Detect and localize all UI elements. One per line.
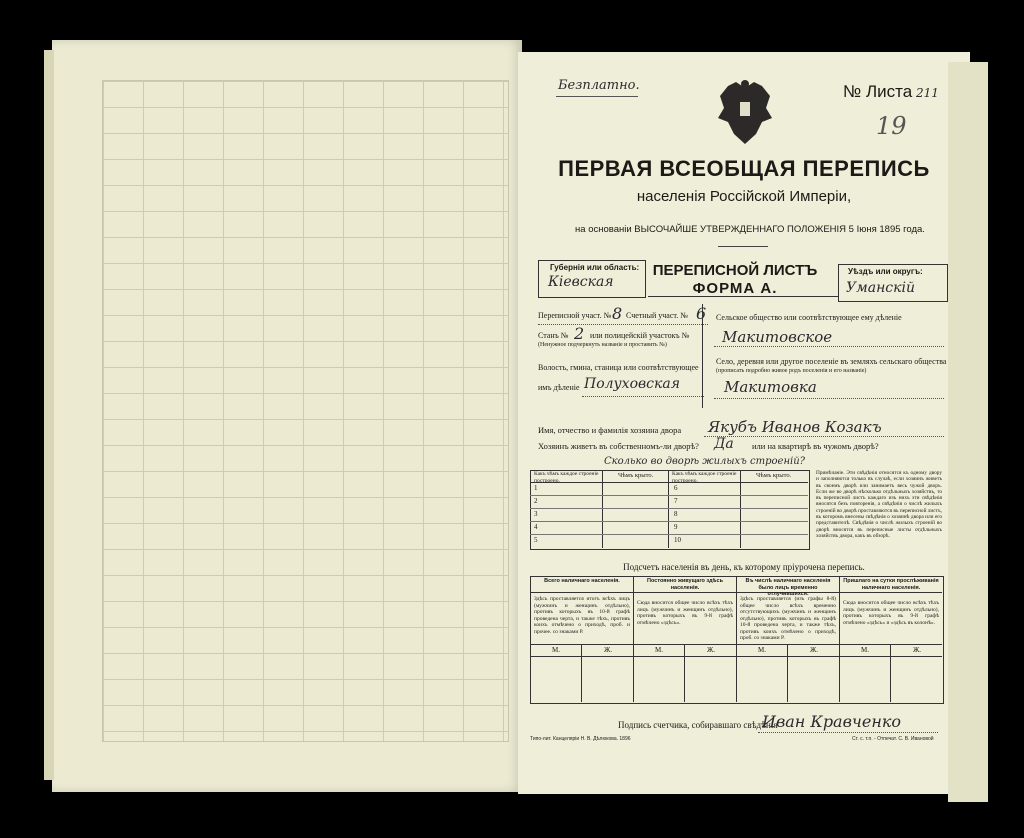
sheet-number-label: № Листа (843, 82, 913, 101)
signature-value: Иван Кравченко (762, 712, 902, 731)
handwritten-number: 19 (876, 112, 907, 140)
form-subtitle-a: ФОРМА А. (692, 280, 778, 297)
volost-value: Полуховская (584, 376, 680, 392)
building-row: 8 (674, 510, 678, 518)
police-label: или полицейскій участокъ № (590, 331, 690, 340)
free-label: Безплатно. (558, 78, 640, 93)
summary-heading: Подсчетъ населенія въ день, къ которому пріурочена перепись. (623, 562, 865, 572)
form-main-title: ПЕРВАЯ ВСЕОБЩАЯ ПЕРЕПИСЬ (558, 156, 930, 181)
summary-col-body: Сюда вносится общее число всѣхъ тѣхъ лицъ (мужчинъ и женщинъ отдѣльно), противъ которыхъ въ 9-й графѣ отмѣчено «здѣсь». (637, 600, 733, 626)
buildings-label: Сколько во дворѣ жилыхъ строеній? (604, 456, 806, 467)
note-text: Примѣчаніе. Эти свѣдѣнія относятся къ одному двору и заполняются только въ случаѣ, если хозяинъ живетъ въ своемъ дворѣ или занимаетъ весь чужой дворъ. Если же во дворѣ нѣсколько отдѣльныхъ хозяйствъ, то въ переписной листъ каждаго изъ нихъ эти свѣдѣнія вносятся безъ повторенія, а свѣдѣнія о числѣ жилыхъ строеній во дворѣ проставляются въ переписной листъ, въ которомъ внесены свѣдѣнія о хозяинѣ двора или его представителѣ. Свѣдѣнія о числѣ жилыхъ строеній во дворѣ вносятся въ переписные листы отдѣльныхъ хозяйствъ двора, какъ въ обзорѣ. (816, 470, 942, 539)
schetny-label: Счетный участ. № (626, 311, 688, 320)
obshchestvo-value: Макитовское (722, 328, 833, 346)
male-header: М. (861, 646, 869, 654)
female-header: Ж. (810, 646, 819, 654)
stan-label: Станъ № (538, 331, 569, 340)
left-page-grid (102, 80, 509, 742)
female-header: Ж. (604, 646, 613, 654)
selo-label: Село, деревня или другое поселеніе въ земляхъ сельскаго общества (716, 357, 947, 366)
left-page (52, 40, 522, 792)
building-row: 10 (674, 536, 681, 544)
building-row: 3 (534, 510, 538, 518)
stan-value: 2 (574, 324, 585, 343)
divider (718, 246, 768, 253)
form-subtitle: населенія Россійской Имперіи, (636, 188, 852, 205)
summary-col-title: Въ числѣ наличнаго населенія было лицъ временно отлучившихся. (745, 578, 831, 597)
census-form-page (518, 52, 970, 794)
sheet-number-value: 211 (916, 86, 939, 100)
owner-label: Имя, отчество и фамилія хозяина двора (538, 425, 682, 435)
selo-note: (прописать подробно живое родъ поселенія и его названіе) (716, 368, 867, 374)
buildings-col1-header-right: Какъ чѣмъ каждое строеніе построено. (672, 471, 737, 484)
building-row: 9 (674, 523, 678, 531)
buildings-col2-header-right: Чѣмъ крыто. (756, 472, 792, 479)
building-row: 2 (534, 497, 538, 505)
building-row: 6 (674, 484, 678, 492)
building-row: 1 (534, 484, 538, 492)
rent-label: или на квартирѣ въ чужомъ дворѣ? (752, 441, 879, 451)
page-edge (44, 50, 54, 780)
building-row: 4 (534, 523, 538, 531)
schetny-value: 6 (696, 304, 707, 323)
volost-label: Волость, гмина, станица или соотвѣтствующее (538, 363, 699, 372)
selo-value: Макитовка (724, 378, 817, 396)
uezd-label: Уѣздъ или округъ: (848, 267, 923, 276)
female-header: Ж. (707, 646, 716, 654)
building-row: 5 (534, 536, 538, 544)
owner-value: Якубъ Иванов Козакъ (708, 418, 882, 436)
signature-label: Подпись счетчика, собиравшаго свѣдѣнія (618, 720, 778, 730)
building-row: 7 (674, 497, 678, 505)
summary-col-body: Здѣсь проставляется (изъ графы 8-й) общее число всѣхъ временно отсутствующихъ (мужчинъ и женщинъ отдѣльно), противъ которыхъ въ графѣ 10-й проведена черта, и также тѣхъ, противъ коихъ отмѣчено о приходѣ, проб. со знаками Р. (740, 596, 836, 641)
male-header: М. (655, 646, 663, 654)
printer-left: Типо-лит. Канцеляріи Н. В. Дѣлюкова. 1896 (530, 736, 631, 742)
summary-col-title: Пришлаго на сутки прослѣживанія наличнаго населенія. (843, 578, 939, 591)
male-header: М. (758, 646, 766, 654)
stan-note: (Ненужное подчеркнуть названіе и проставить №) (538, 342, 667, 348)
buildings-col2-header: Чѣмъ крыто. (618, 472, 654, 479)
uezd-value: Уманскій (846, 280, 915, 296)
form-title: ПЕРЕПИСНОЙ ЛИСТЪ (652, 262, 818, 279)
double-headed-eagle-icon (714, 78, 776, 150)
perepis-uch-value: 8 (612, 304, 623, 323)
female-header: Ж. (913, 646, 922, 654)
summary-col-body: Сюда вносится общее число всѣхъ тѣхъ лицъ (мужчинъ и женщинъ отдѣльно), противъ которыхъ въ 9-й графѣ отмѣчено «здѣсь» и «здѣсь въ колонѣ». (843, 600, 939, 626)
gubernia-label: Губернія или область: (550, 263, 640, 272)
own-yard-label: Хозяинъ живетъ въ собственномъ-ли дворѣ? (538, 441, 699, 451)
male-header: М. (552, 646, 560, 654)
form-basis: на основаніи ВЫСОЧАЙШЕ УТВЕРЖДЕННАГО ПОЛОЖЕНІЯ 5 Іюня 1895 года. (575, 224, 925, 235)
own-yard-value: Да (714, 436, 734, 452)
buildings-col1-header: Какъ чѣмъ каждое строеніе построено. (534, 471, 599, 484)
volost-label-2: имъ дѣленіе (538, 383, 580, 392)
summary-col-title: Постоянно живущаго здѣсь населенія. (647, 578, 723, 591)
obshchestvo-label: Сельское общество или соотвѣтствующее ему дѣленіе (716, 313, 902, 322)
summary-col-body: Здѣсь проставляется итогъ всѣхъ лицъ (мужчинъ и женщинъ отдѣльно), противъ которыхъ въ 10-й графѣ проведена черта, и также тѣхъ, противъ коихъ отмѣчено о приходѣ, проб. и прочее. со знаками Р. (534, 596, 630, 635)
perepis-uch-label: Переписной участ. № (538, 311, 612, 320)
printer-right: Ст. с. т.п. - Отпечат. С. В. Ивановой (852, 736, 934, 742)
summary-col-title: Всего наличнаго населенія. (544, 578, 620, 584)
gubernia-value: Кіевская (548, 274, 614, 290)
